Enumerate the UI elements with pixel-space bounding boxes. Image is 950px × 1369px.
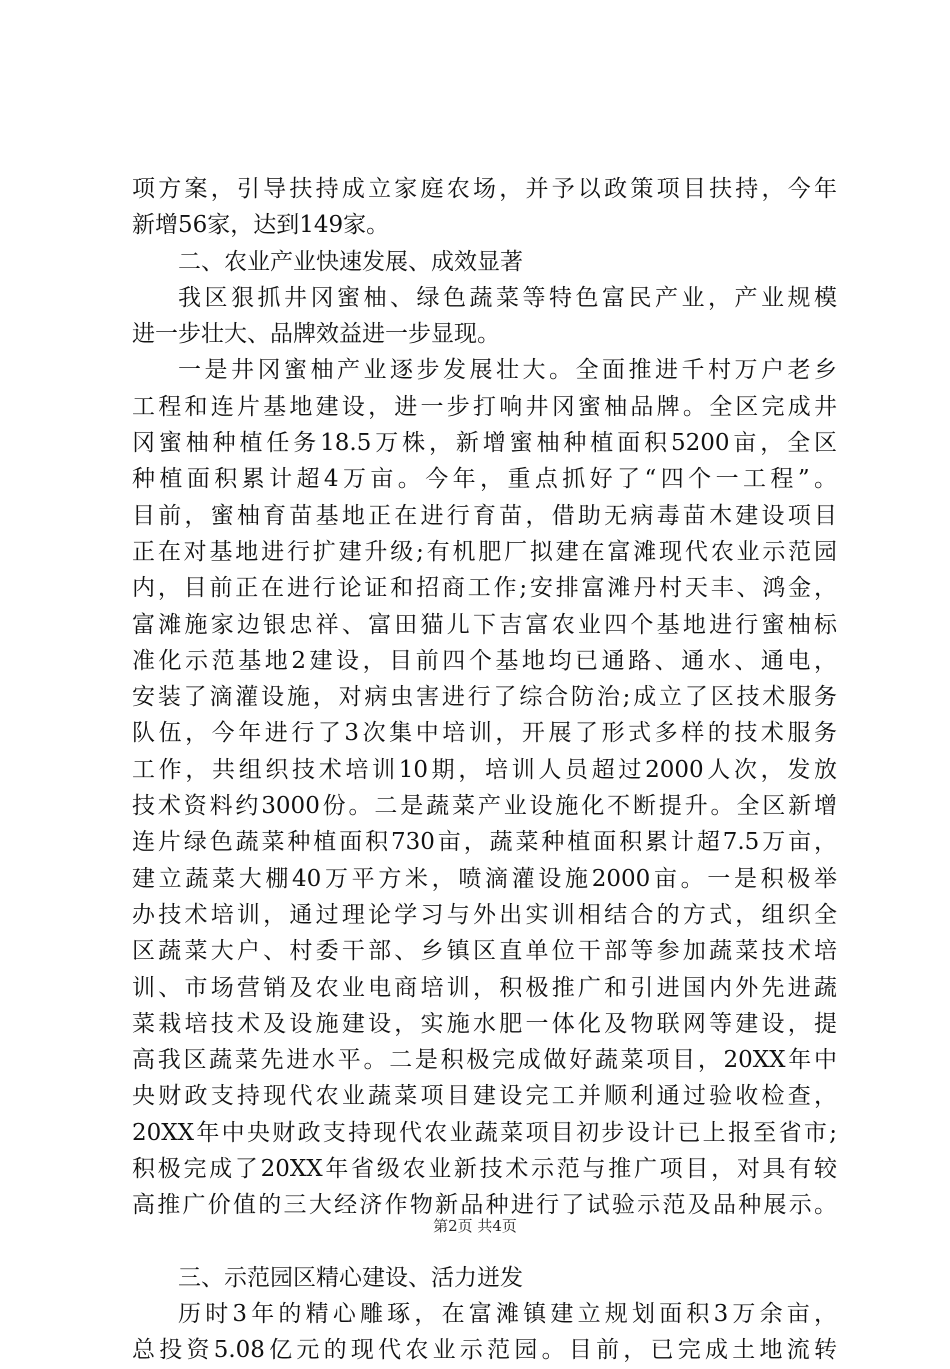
- text-line: 一是井冈蜜柚产业逐步发展壮大。全面推进千村万户老乡: [178, 357, 837, 384]
- text-line: 工程和连片基地建设，进一步打响井冈蜜柚品牌。全区完成井: [132, 393, 837, 420]
- text-line: 办技术培训，通过理论学习与外出实训相结合的方式，组织全: [132, 901, 837, 928]
- text-line: 积极完成了20XX年省级农业新技术示范与推广项目，对具有较: [132, 1156, 837, 1183]
- text-line: 进一步壮大、品牌效益进一步显现。: [132, 321, 500, 348]
- text-line: 技术资料约3000份。二是蔬菜产业设施化不断提升。全区新增: [132, 793, 837, 820]
- text-line: 央财政支持现代农业蔬菜项目建设完工并顺利通过验收检查，: [132, 1083, 837, 1110]
- page-number-footer: 第2页 共4页: [433, 1217, 517, 1235]
- text-line: 内，目前正在进行论证和招商工作;安排富滩丹村天丰、鸿金，: [132, 575, 837, 602]
- text-line: 安装了滴灌设施，对病虫害进行了综合防治;成立了区技术服务: [132, 684, 837, 711]
- text-line: 历时3年的精心雕琢，在富滩镇建立规划面积3万余亩，: [178, 1300, 837, 1327]
- text-line: 冈蜜柚种植任务18.5万株，新增蜜柚种植面积5200亩，全区: [132, 430, 837, 457]
- body-text: [132, 171, 837, 1369]
- text-line: 总投资5.08亿元的现代农业示范园。目前，已完成土地流转: [132, 1337, 837, 1364]
- text-line: 我区狠抓井冈蜜柚、绿色蔬菜等特色富民产业，产业规模: [178, 284, 837, 311]
- text-line: 工作，共组织技术培训10期，培训人员超过2000人次，发放: [132, 756, 837, 783]
- text-line: 连片绿色蔬菜种植面积730亩，蔬菜种植面积累计超7.5万亩，: [132, 829, 837, 856]
- text-line: 训、市场营销及农业电商培训，积极推广和引进国内外先进蔬: [132, 974, 837, 1001]
- text-line: 菜栽培技术及设施建设，实施水肥一体化及物联网等建设，提: [132, 1010, 837, 1037]
- text-line: 区蔬菜大户、村委干部、乡镇区直单位干部等参加蔬菜技术培: [132, 938, 837, 965]
- text-line: 正在对基地进行扩建升级;有机肥厂拟建在富滩现代农业示范园: [132, 538, 837, 565]
- section-heading: 二、农业产业快速发展、成效显著: [178, 248, 523, 275]
- text-line: 建立蔬菜大棚40万平方米，喷滴灌设施2000亩。一是积极举: [132, 865, 837, 892]
- text-line: 高推广价值的三大经济作物新品种进行了试验示范及品种展示。: [132, 1192, 837, 1219]
- text-line: 种植面积累计超4万亩。今年，重点抓好了“四个一工程”。: [132, 466, 837, 493]
- text-line: 准化示范基地2建设，目前四个基地均已通路、通水、通电，: [132, 647, 837, 674]
- section-heading: 三、示范园区精心建设、活力迸发: [178, 1264, 523, 1291]
- text-line: 富滩施家边银忠祥、富田猫儿下吉富农业四个基地进行蜜柚标: [132, 611, 837, 638]
- text-line: 高我区蔬菜先进水平。二是积极完成做好蔬菜项目，20XX年中: [132, 1047, 837, 1074]
- text-line: 队伍，今年进行了3次集中培训，开展了形式多样的技术服务: [132, 720, 837, 747]
- text-line: 项方案，引导扶持成立家庭农场，并予以政策项目扶持，今年: [132, 176, 837, 202]
- text-line: 目前，蜜柚育苗基地正在进行育苗，借助无病毒苗木建设项目: [132, 502, 837, 529]
- text-line: 新增56家，达到149家。: [132, 212, 390, 239]
- text-line: 20XX年中央财政支持现代农业蔬菜项目初步设计已上报至省市;: [132, 1119, 837, 1146]
